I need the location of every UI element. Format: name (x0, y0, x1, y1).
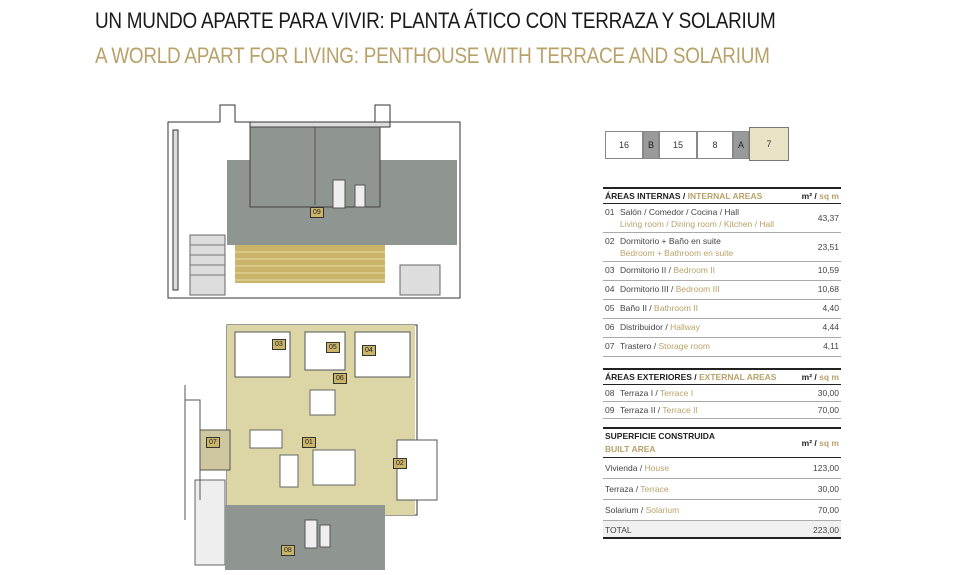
row-label-es: Solarium / Solarium (605, 505, 680, 515)
row-value: 4,40 (822, 303, 839, 313)
external-unit-b: sq m (819, 372, 839, 382)
row-label-es: Terraza I / Terrace I (620, 388, 694, 398)
block-16: 16 (605, 131, 643, 159)
table-row (603, 233, 841, 262)
row-label-en: Bedroom III (675, 284, 720, 294)
row-label-es: Dormitorio III / Bedroom III (620, 284, 720, 294)
row-num: 03 (605, 265, 615, 275)
external-unit-a: m² / (801, 372, 817, 382)
table-row (603, 319, 841, 338)
internal-unit-a: m² / (801, 191, 817, 201)
row-num: 01 (605, 207, 615, 217)
row-label-en: Terrace (640, 484, 669, 494)
block-15: 15 (659, 131, 697, 159)
built-unit-b: sq m (819, 438, 839, 448)
row-label-en: House (644, 463, 670, 473)
total-row (603, 521, 841, 539)
row-label-es: Baño II / Bathroom II (620, 303, 698, 313)
total-value: 223,00 (813, 525, 839, 535)
room-label-04: 04 (362, 345, 376, 356)
row-label-en: Bedroom + Bathroom en suite (620, 248, 734, 258)
row-label-en: Storage room (658, 341, 710, 351)
built-unit-a: m² / (801, 438, 817, 448)
row-value: 30,00 (817, 484, 839, 494)
external-head-es: ÁREAS EXTERIORES (605, 372, 692, 382)
room-label-05: 05 (326, 342, 340, 353)
internal-head-es: ÁREAS INTERNAS (605, 191, 681, 201)
row-value: 4,44 (822, 322, 839, 332)
total-label: TOTAL (605, 525, 632, 535)
page-title: UN MUNDO APARTE PARA VIVIR: PLANTA ÁTICO CON TERRAZA Y SOLARIUM (95, 8, 776, 33)
built-area-header (603, 427, 841, 458)
upper-floor-plan (165, 100, 465, 310)
row-label-en: Hallway (670, 322, 700, 332)
row-value: 10,68 (817, 284, 839, 294)
row-label-es: Dormitorio II / Bedroom II (620, 265, 715, 275)
table-row (603, 281, 841, 300)
row-label-es: Salón / Comedor / Cocina / Hall (620, 207, 740, 217)
row-label-en: Terrace I (660, 388, 694, 398)
table-row (603, 402, 841, 419)
table-row (603, 500, 841, 521)
table-row (603, 204, 841, 233)
block-b: B (643, 131, 659, 159)
built-head-es: SUPERFICIE CONSTRUIDA (605, 431, 716, 441)
row-label-en: Solarium (645, 505, 680, 515)
row-value: 70,00 (817, 505, 839, 515)
room-label-06: 06 (333, 373, 347, 384)
external-areas-table (603, 368, 841, 419)
room-label-02: 02 (393, 458, 407, 469)
row-num: 08 (605, 388, 615, 398)
external-areas-header: ÁREAS EXTERIORES / EXTERNAL AREAS m² / sq m (603, 368, 841, 385)
row-label-en: Bathroom II (654, 303, 698, 313)
row-label-es: Vivienda / House (605, 463, 670, 473)
page-subtitle: A WORLD APART FOR LIVING: PENTHOUSE WITH TERRACE AND SOLARIUM (95, 43, 770, 68)
external-head-en: EXTERNAL AREAS (699, 372, 777, 382)
table-row (603, 479, 841, 500)
row-value: 4,11 (823, 341, 839, 351)
row-label-en: Bedroom II (673, 265, 715, 275)
internal-unit-b: sq m (819, 191, 839, 201)
table-row (603, 300, 841, 319)
block-a: A (733, 131, 749, 159)
internal-areas-header: ÁREAS INTERNAS / INTERNAL AREAS m² / sq m (603, 187, 841, 204)
row-value: 43,37 (817, 213, 839, 223)
room-label-08: 08 (281, 545, 295, 556)
room-label-03: 03 (272, 339, 286, 350)
row-num: 05 (605, 303, 615, 313)
row-num: 09 (605, 405, 615, 415)
row-label-es: Terraza II / Terrace II (620, 405, 698, 415)
room-label-07: 07 (206, 437, 220, 448)
row-value: 23,51 (817, 242, 839, 252)
row-label-en: Living room / Dining room / Kitchen / Hall (620, 219, 775, 229)
room-label-01: 01 (302, 437, 316, 448)
row-num: 07 (605, 341, 615, 351)
row-label-es: Dormitorio + Baño en suite (620, 236, 721, 246)
row-num: 06 (605, 322, 615, 332)
internal-head-en: INTERNAL AREAS (687, 191, 763, 201)
internal-areas-table (603, 187, 841, 357)
block-8: 8 (697, 131, 733, 159)
table-row (603, 385, 841, 402)
table-row (603, 338, 841, 357)
built-area-table (603, 427, 841, 539)
row-num: 02 (605, 236, 615, 246)
room-label-09: 09 (310, 207, 324, 218)
row-label-es: Terraza / Terrace (605, 484, 669, 494)
row-value: 10,59 (817, 265, 839, 275)
block-7-selected: 7 (749, 127, 789, 161)
table-row (603, 262, 841, 281)
row-label-es: Trastero / Storage room (620, 341, 710, 351)
row-value: 70,00 (817, 405, 839, 415)
row-label-es: Distribuidor / Hallway (620, 322, 700, 332)
built-head-en: BUILT AREA (605, 444, 656, 454)
row-value: 123,00 (813, 463, 839, 473)
row-label-en: Terrace II (662, 405, 698, 415)
row-value: 30,00 (817, 388, 839, 398)
table-row (603, 458, 841, 479)
building-key (603, 127, 791, 161)
row-num: 04 (605, 284, 615, 294)
